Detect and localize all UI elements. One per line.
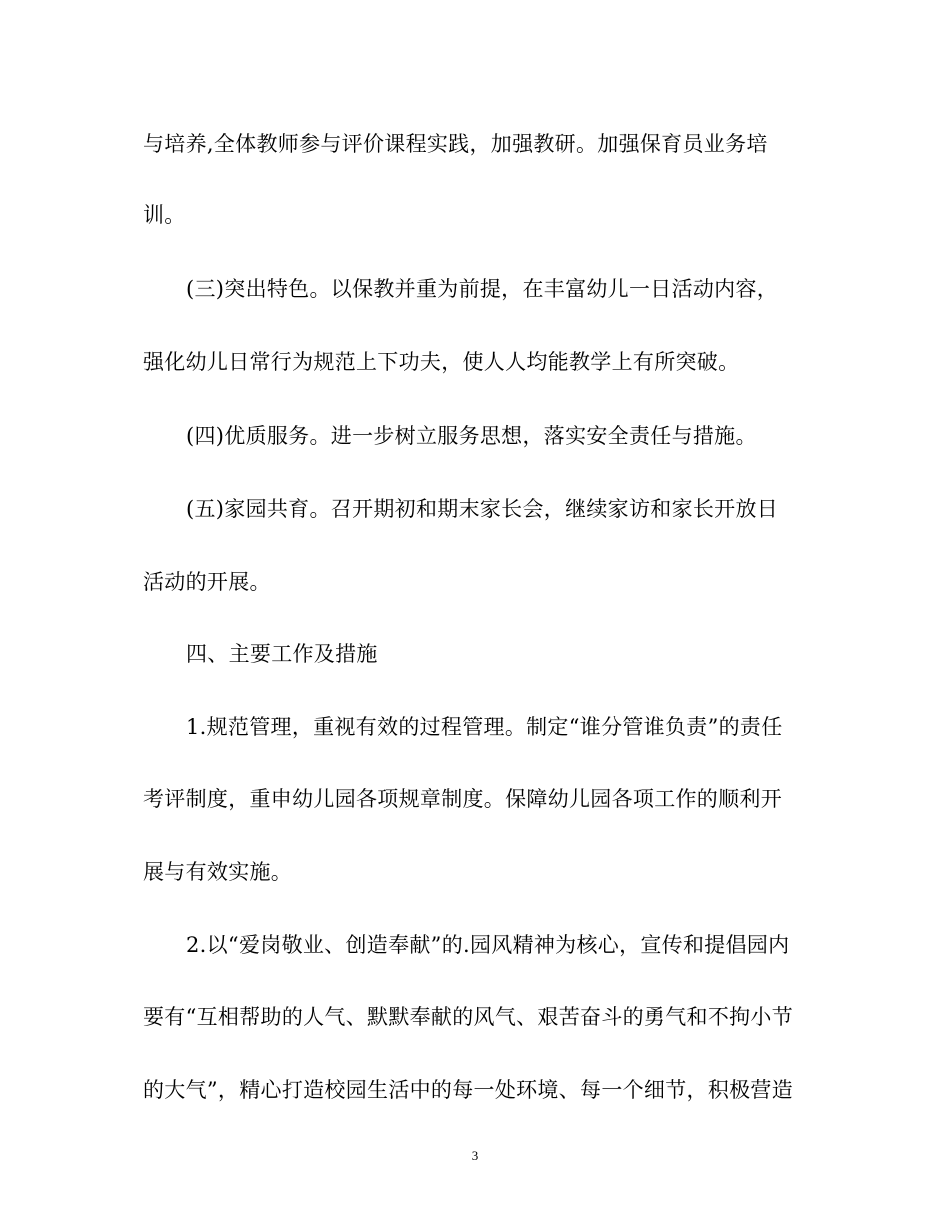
paragraph-line: 强化幼儿日常行为规范上下功夫，使人人均能教学上有所突破。: [143, 350, 740, 374]
paragraph-line: (三)突出特色。以保教并重为前提，在丰富幼儿一日活动内容，: [186, 277, 779, 301]
paragraph-line: 要有“互相帮助的人气、默默奉献的风气、艰苦奋斗的勇气和不拘小节: [143, 1005, 794, 1029]
section-heading: 四、主要工作及措施: [186, 642, 378, 666]
paragraph-line: 展与有效实施。: [143, 860, 293, 884]
paragraph-line: 考评制度，重申幼儿园各项规章制度。保障幼儿园各项工作的顺利开: [143, 787, 782, 811]
paragraph-line: 2.以“爱岗敬业、创造奉献”的.园风精神为核心，宣传和提倡园内: [186, 933, 790, 957]
paragraph-line: (五)家园共育。召开期初和期末家长会，继续家访和家长开放日: [186, 497, 779, 521]
paragraph-line: 训。: [143, 203, 186, 227]
page-number: 3: [471, 1148, 479, 1163]
paragraph-line: 活动的开展。: [143, 570, 271, 594]
paragraph-line: 的大气”，精心打造校园生活中的每一处环境、每一个细节，积极营造: [143, 1078, 794, 1102]
paragraph-line: (四)优质服务。进一步树立服务思想，落实安全责任与措施。: [186, 424, 757, 448]
paragraph-line: 1.规范管理，重视有效的过程管理。制定“谁分管谁负责”的责任: [186, 715, 783, 739]
paragraph-line: 与培养,全体教师参与评价课程实践，加强教研。加强保育员业务培: [143, 132, 768, 156]
